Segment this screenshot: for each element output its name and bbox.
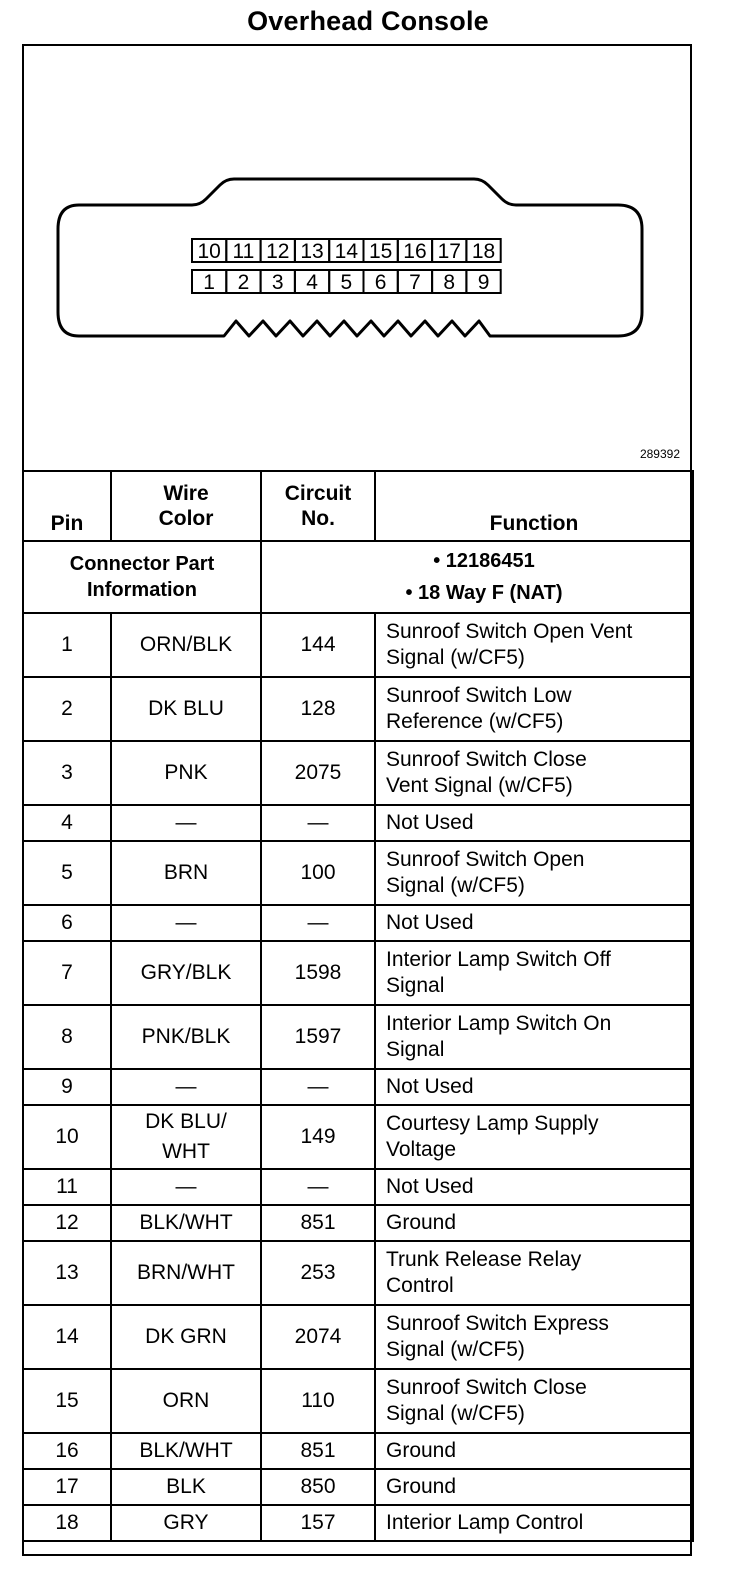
table-row <box>23 1433 693 1469</box>
connector-info-row <box>23 541 693 613</box>
function-text: Signal <box>386 974 445 997</box>
part-number: • 12186451 <box>433 550 535 572</box>
circuit-cell: 2074 <box>261 1305 375 1369</box>
circuit-cell: — <box>261 905 375 941</box>
function-cell <box>375 613 693 677</box>
pin-row-bottom <box>192 270 501 294</box>
wire-color-cell: BRN <box>111 841 261 905</box>
wire-color-cell: PNK/BLK <box>111 1005 261 1069</box>
wire-color-cell: ORN/BLK <box>111 613 261 677</box>
table-row <box>23 1305 693 1369</box>
pin-label-4: 4 <box>306 271 318 294</box>
function-text: Sunroof Switch Open <box>386 848 585 871</box>
pin-label-2: 2 <box>237 271 250 294</box>
function-text: Signal (w/CF5) <box>386 874 525 897</box>
wire-color-cell: GRY <box>111 1505 261 1541</box>
function-text: Not Used <box>386 1075 474 1098</box>
table-row <box>23 1005 693 1069</box>
function-cell <box>375 1369 693 1433</box>
pin-cell: 3 <box>23 741 111 805</box>
pin-cell: 17 <box>23 1469 111 1505</box>
function-cell <box>375 1433 693 1469</box>
table-row <box>23 613 693 677</box>
function-text: Not Used <box>386 811 474 834</box>
figure-number: 289392 <box>639 447 680 461</box>
table-row <box>23 1069 693 1105</box>
function-text: Sunroof Switch Close <box>386 748 587 771</box>
function-text: Ground <box>386 1475 457 1498</box>
pin-label-15: 15 <box>368 240 393 263</box>
function-text: Voltage <box>386 1138 457 1161</box>
wire-color-cell: BLK <box>111 1469 261 1505</box>
function-text: Interior Lamp Switch On <box>386 1012 612 1035</box>
circuit-cell: 850 <box>261 1469 375 1505</box>
function-text: Not Used <box>386 911 474 934</box>
function-cell <box>375 677 693 741</box>
circuit-cell: 157 <box>261 1505 375 1541</box>
wire-color-cell: GRY/BLK <box>111 941 261 1005</box>
pin-cell: 15 <box>23 1369 111 1433</box>
pin-label-17: 17 <box>437 240 461 263</box>
wire-color-cell: BRN/WHT <box>111 1241 261 1305</box>
circuit-cell: 144 <box>261 613 375 677</box>
function-cell <box>375 841 693 905</box>
table-row <box>23 905 693 941</box>
pin-cell: 14 <box>23 1305 111 1369</box>
function-cell <box>375 941 693 1005</box>
pin-label-16: 16 <box>403 240 427 263</box>
connector-diagram <box>24 46 690 470</box>
circuit-cell: 149 <box>261 1105 375 1169</box>
connector-info-values <box>261 541 693 613</box>
function-text: Sunroof Switch Express <box>386 1312 609 1335</box>
pin-label-18: 18 <box>471 240 496 263</box>
function-text: Signal (w/CF5) <box>386 1338 525 1361</box>
pin-cell: 6 <box>23 905 111 941</box>
function-cell <box>375 805 693 841</box>
function-cell <box>375 1305 693 1369</box>
header-circuit: Circuit No. <box>261 471 375 541</box>
function-cell <box>375 1069 693 1105</box>
wire-color-cell: DK GRN <box>111 1305 261 1369</box>
function-text: Not Used <box>386 1175 474 1198</box>
circuit-cell: 1597 <box>261 1005 375 1069</box>
function-text: Signal (w/CF5) <box>386 646 525 669</box>
pinout-rows <box>23 613 693 1541</box>
header-wire-color: Wire Color <box>111 471 261 541</box>
pin-label-11: 11 <box>232 240 255 263</box>
pin-cell: 8 <box>23 1005 111 1069</box>
table-row <box>23 941 693 1005</box>
function-cell <box>375 1505 693 1541</box>
circuit-cell: 100 <box>261 841 375 905</box>
function-text: Control <box>386 1274 454 1297</box>
function-text: Ground <box>386 1211 457 1234</box>
function-cell <box>375 1205 693 1241</box>
function-cell <box>375 1469 693 1505</box>
pin-label-13: 13 <box>300 240 324 263</box>
function-text: Trunk Release Relay <box>386 1248 582 1271</box>
connector-type: • 18 Way F (NAT) <box>405 582 563 604</box>
table-row <box>23 1369 693 1433</box>
pin-cell: 18 <box>23 1505 111 1541</box>
function-text: Vent Signal (w/CF5) <box>386 774 573 797</box>
pin-label-9: 9 <box>477 271 490 294</box>
table-row <box>23 677 693 741</box>
table-row <box>23 841 693 905</box>
pin-label-1: 1 <box>203 271 215 294</box>
pin-cell: 1 <box>23 613 111 677</box>
circuit-cell: 851 <box>261 1433 375 1469</box>
circuit-cell: — <box>261 805 375 841</box>
function-cell <box>375 905 693 941</box>
pin-label-10: 10 <box>197 240 221 263</box>
circuit-cell: — <box>261 1069 375 1105</box>
circuit-cell: 128 <box>261 677 375 741</box>
function-text: Sunroof Switch Low <box>386 684 572 707</box>
function-text: Reference (w/CF5) <box>386 710 564 733</box>
pin-cell: 12 <box>23 1205 111 1241</box>
function-cell <box>375 1241 693 1305</box>
pin-cell: 2 <box>23 677 111 741</box>
connector-info-label: Connector Part Information <box>23 541 261 613</box>
wire-color-cell: DK BLU/ WHT <box>111 1105 261 1169</box>
wire-color-cell: PNK <box>111 741 261 805</box>
circuit-cell: 2075 <box>261 741 375 805</box>
pin-cell: 9 <box>23 1069 111 1105</box>
pin-cell: 4 <box>23 805 111 841</box>
wire-color-cell: ORN <box>111 1369 261 1433</box>
pin-label-8: 8 <box>443 271 456 294</box>
circuit-cell: 253 <box>261 1241 375 1305</box>
function-text: Sunroof Switch Close <box>386 1376 587 1399</box>
wire-color-cell: — <box>111 1169 261 1205</box>
table-row <box>23 1169 693 1205</box>
wire-color-cell: — <box>111 905 261 941</box>
pin-label-14: 14 <box>334 240 359 263</box>
header-pin: Pin <box>23 471 111 541</box>
function-text: Signal <box>386 1038 445 1061</box>
circuit-cell: 851 <box>261 1205 375 1241</box>
pin-row-top <box>192 239 501 263</box>
pin-label-7: 7 <box>409 271 421 294</box>
pin-label-5: 5 <box>340 271 353 294</box>
function-text: Signal (w/CF5) <box>386 1402 525 1425</box>
circuit-cell: — <box>261 1169 375 1205</box>
table-row <box>23 1241 693 1305</box>
table-row <box>23 1205 693 1241</box>
pin-label-3: 3 <box>271 271 284 294</box>
wire-color-cell: BLK/WHT <box>111 1205 261 1241</box>
function-text: Ground <box>386 1439 457 1462</box>
function-cell <box>375 1005 693 1069</box>
pin-cell: 5 <box>23 841 111 905</box>
function-text: Interior Lamp Switch Off <box>386 948 611 971</box>
function-text: Sunroof Switch Open Vent <box>386 620 633 643</box>
header-function: Function <box>375 471 693 541</box>
table-row <box>23 1469 693 1505</box>
pin-cell: 10 <box>23 1105 111 1169</box>
page-title: Overhead Console <box>247 6 489 36</box>
pin-cell: 13 <box>23 1241 111 1305</box>
connector-frame <box>22 44 692 1556</box>
pin-label-6: 6 <box>374 271 387 294</box>
circuit-cell: 1598 <box>261 941 375 1005</box>
function-text: Interior Lamp Control <box>386 1511 584 1534</box>
pin-label-12: 12 <box>266 240 290 263</box>
wire-color-cell: — <box>111 1069 261 1105</box>
connector-outline <box>24 46 690 470</box>
pin-cell: 7 <box>23 941 111 1005</box>
wire-color-cell: — <box>111 805 261 841</box>
table-row <box>23 741 693 805</box>
wire-color-cell: BLK/WHT <box>111 1433 261 1469</box>
pin-cell: 16 <box>23 1433 111 1469</box>
wire-color-cell: DK BLU <box>111 677 261 741</box>
function-cell <box>375 741 693 805</box>
function-cell <box>375 1169 693 1205</box>
pinout-table <box>22 470 694 1542</box>
function-text: Courtesy Lamp Supply <box>386 1112 599 1135</box>
table-row <box>23 805 693 841</box>
function-cell <box>375 1105 693 1169</box>
table-row <box>23 1505 693 1541</box>
table-header <box>23 471 693 541</box>
table-row <box>23 1105 693 1169</box>
circuit-cell: 110 <box>261 1369 375 1433</box>
pin-cell: 11 <box>23 1169 111 1205</box>
